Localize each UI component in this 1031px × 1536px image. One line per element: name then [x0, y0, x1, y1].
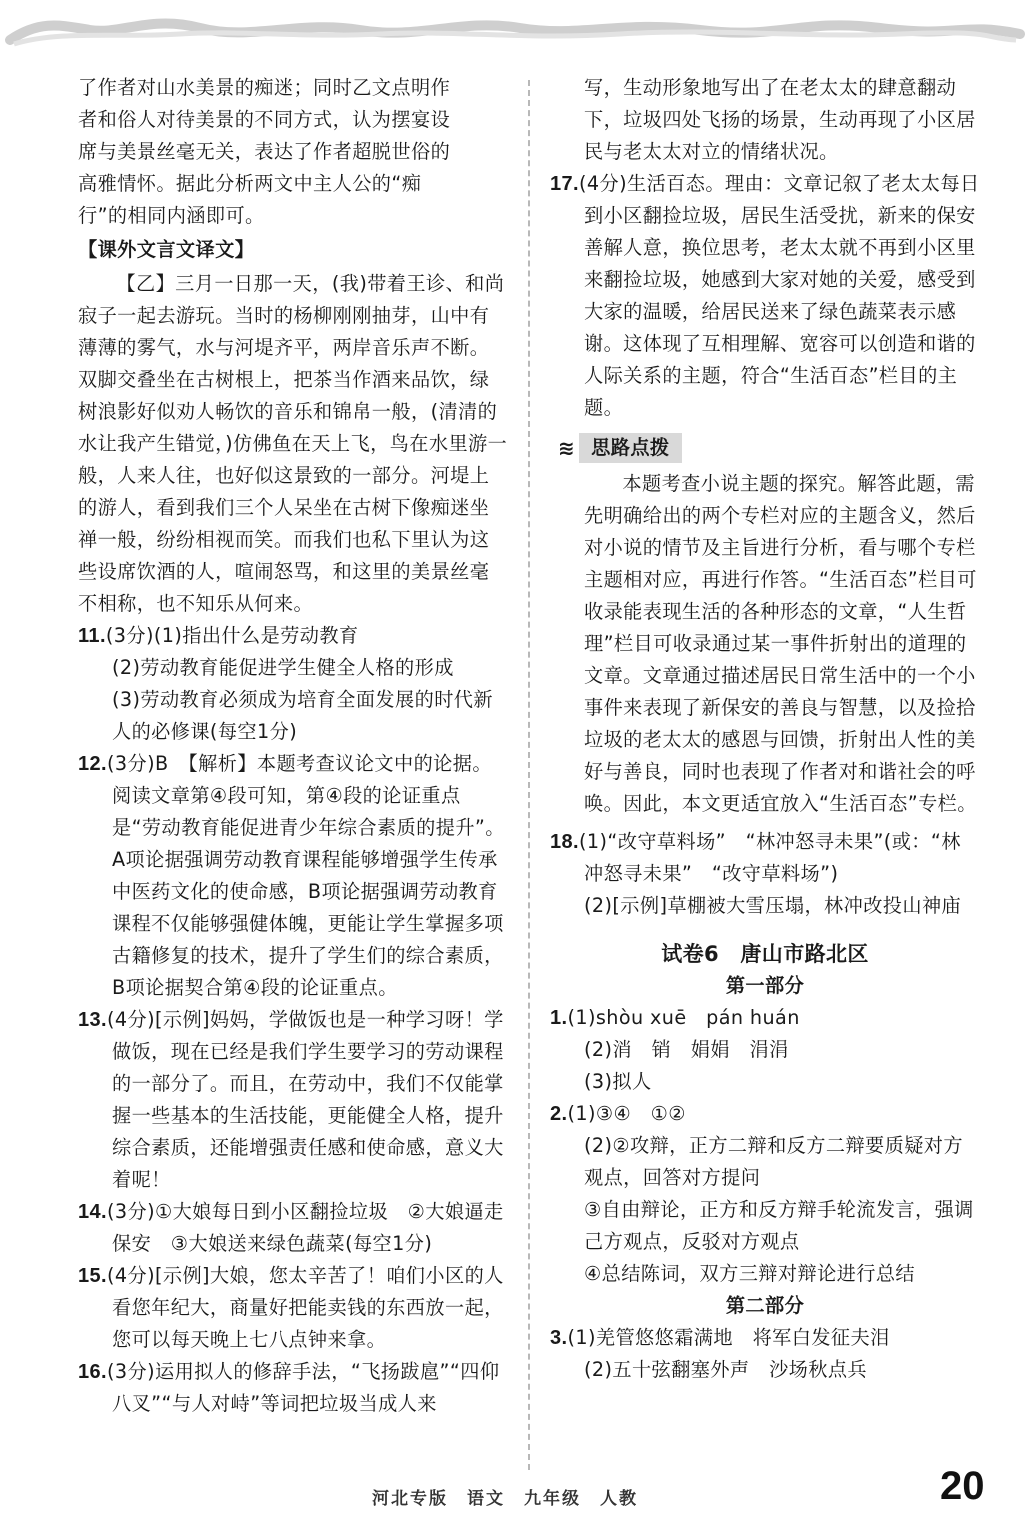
question-number: 13. — [78, 1009, 108, 1031]
think-tips-header — [558, 432, 980, 464]
answer-1 — [550, 1002, 980, 1034]
answer-line: (1)“改守草料场” “林冲怒寻未果”(或：“林冲怒寻未果” “改守草料场”) — [579, 830, 961, 885]
question-number: 1. — [550, 1007, 568, 1029]
answer-text: (3分)运用拟人的修辞手法，“飞扬跋扈”“四仰八叉”“与人对峙”等词把垃圾当成人来 — [107, 1360, 500, 1415]
answer-line: (2)五十弦翻塞外声 沙场秋点兵 — [584, 1358, 868, 1381]
answer-text: (3分)①大娘每日到小区翻捡垃圾 ②大娘逼走保安 ③大娘送来绿色蔬菜(每空1分) — [107, 1200, 504, 1255]
answer-line: ③自由辩论，正方和反方辩手轮流发言，强调己方观点，反驳对方观点 — [584, 1198, 974, 1253]
answer-line: ④总结陈词，双方三辩对辩论进行总结 — [584, 1262, 916, 1285]
answer-line: (3分)(1)指出什么是劳动教育 — [105, 624, 359, 647]
text-line: 行”的相同内涵即可。 — [78, 204, 265, 227]
answer-line: (3)拟人 — [584, 1070, 652, 1093]
page-number: 20 — [940, 1464, 985, 1508]
answer-text: (4分)[示例]大娘，您太辛苦了！咱们小区的人看您年纪大，商量好把能卖钱的东西放一起，您可以每天晚上七八点钟来拿。 — [107, 1264, 504, 1351]
question-number: 2. — [550, 1103, 568, 1125]
text-line: 了作者对山水美景的痴迷；同时乙文点明作 — [78, 76, 451, 99]
decorative-frame — [0, 0, 1031, 60]
question-number: 14. — [78, 1201, 108, 1223]
answer-text: (3分)B 【解析】本题考查议论文中的论据。阅读文章第④段可知，第④段的论证重点是“劳动教育能促进青少年综合素质的提升”。A项论据强调劳动教育课程能够增强学生传承中医药文化的使命感，B项论据强调劳动教育课程不仅能够强健体魄，更能让学生掌握多项古籍修复的技术，提升了学生们的综合素质，B项论据契合第④段的论证重点。 — [107, 752, 505, 999]
part-two-title: 第二部分 — [725, 1294, 805, 1317]
part-one-title: 第一部分 — [725, 974, 805, 997]
answer-3 — [550, 1322, 980, 1354]
answer-line: (3)劳动教育必须成为培育全面发展的时代新人的必修课(每空1分) — [112, 688, 493, 743]
answer-17 — [550, 168, 980, 424]
question-number: 3. — [550, 1327, 568, 1349]
answer-2 — [550, 1098, 980, 1130]
exam-title: 试卷6 唐山市路北区 — [661, 942, 869, 966]
answer-line: (1)shòu xuē pán huán — [567, 1006, 800, 1029]
question-number: 12. — [78, 753, 108, 775]
footer-edition: 河北专版 语文 九年级 人教 — [372, 1489, 638, 1509]
question-number: 18. — [550, 831, 580, 853]
answer-13 — [78, 1004, 508, 1196]
answer-15 — [78, 1260, 508, 1356]
answer-18 — [550, 826, 980, 890]
answer-16-continued: 写，生动形象地写出了在老太太的肆意翻动下，垃圾四处飞扬的场景，生动再现了小区居民与老太太对立的情绪状况。 — [584, 76, 976, 163]
question-number: 11. — [78, 625, 106, 647]
column-divider — [528, 80, 530, 1470]
answer-line: (2)②攻辩，正方二辩和反方二辩要质疑对方观点，回答对方提问 — [584, 1134, 963, 1189]
answer-line: (2)消 销 娟娟 涓涓 — [584, 1038, 789, 1061]
answer-11 — [78, 620, 508, 652]
question-number: 16. — [78, 1361, 108, 1383]
answer-line: (1)羌管悠悠霜满地 将军白发征夫泪 — [567, 1326, 890, 1349]
answer-text: (4分)[示例]妈妈，学做饭也是一种学习呀！学做饭，现在已经是我们学生要学习的劳动课程的一部分了。而且，在劳动中，我们不仅能掌握一些基本的生活技能，更能健全人格，提升综合素质，还能增强责任感和使命感，意义大着呢！ — [107, 1008, 504, 1191]
right-column — [550, 72, 980, 1386]
wave-icon: ≋ — [558, 436, 576, 460]
answer-line: (2)劳动教育能促进学生健全人格的形成 — [112, 656, 454, 679]
text-line: 者和俗人对待美景的不同方式，认为摆宴设 — [78, 108, 451, 131]
answer-12 — [78, 748, 508, 1004]
think-tips-body: 本题考查小说主题的探究。解答此题，需先明确给出的两个专栏对应的主题含义，然后对小说的情节及主旨进行分析，看与哪个专栏主题相对应，再进行作答。“生活百态”栏目可收录能表现生活的各种形态的文章，“人生哲理”栏目可收录通过某一事件折射出的道理的文章。文章通过描述居民日常生活中的一个小事件来表现了新保安的善良与智慧，以及捡拾垃圾的老太太的感恩与回馈，折射出人性的美好与善良，同时也表现了作者对和谐社会的呼唤。因此，本文更适宜放入“生活百态”专栏。 — [584, 472, 977, 815]
answer-text: (4分)生活百态。理由：文章记叙了老太太每日到小区翻捡垃圾，居民生活受扰，新来的保安善解人意，换位思考，老太太就不再到小区里来翻捡垃圾，她感到大家对她的关爱，感受到大家的温暖，给居民送来了绿色蔬菜表示感谢。这体现了互相理解、宽容可以创造和谐的人际关系的主题，符合“生活百态”栏目的主题。 — [579, 172, 980, 419]
think-tips-label: 思路点拨 — [579, 433, 681, 463]
intro-paragraph — [78, 72, 508, 232]
answer-14 — [78, 1196, 508, 1260]
left-column — [78, 72, 508, 1420]
question-number: 15. — [78, 1265, 108, 1287]
text-line: 席与美景丝毫无关，表达了作者超脱世俗的 — [78, 140, 451, 163]
translation-header: 【课外文言文译文】 — [78, 238, 255, 261]
translation-body: 【乙】三月一日那一天，(我)带着王诊、和尚寂子一起去游玩。当时的杨柳刚刚抽芽，山中有薄薄的雾气，水与河堤齐平，两岸音乐声不断。双脚交叠坐在古树根上，把茶当作酒来品饮，绿树浪影好似劝人畅饮的音乐和锦帛一般，(清清的水让我产生错觉，)仿佛鱼在天上飞，鸟在水里游一般，人来人往，也好似这景致的一部分。河堤上的游人，看到我们三个人呆坐在古树下像痴迷坐禅一般，纷纷相视而笑。而我们也私下里认为这些设席饮酒的人，喧闹怒骂，和这里的美景丝毫不相称，也不知乐从何来。 — [78, 272, 508, 615]
answer-line: (2)[示例]草棚被大雪压塌，林冲改投山神庙 — [584, 894, 962, 917]
answer-16 — [78, 1356, 508, 1420]
question-number: 17. — [550, 173, 580, 195]
answer-line: (1)③④ ①② — [567, 1102, 686, 1125]
text-line: 高雅情怀。据此分析两文中主人公的“痴 — [78, 172, 422, 195]
